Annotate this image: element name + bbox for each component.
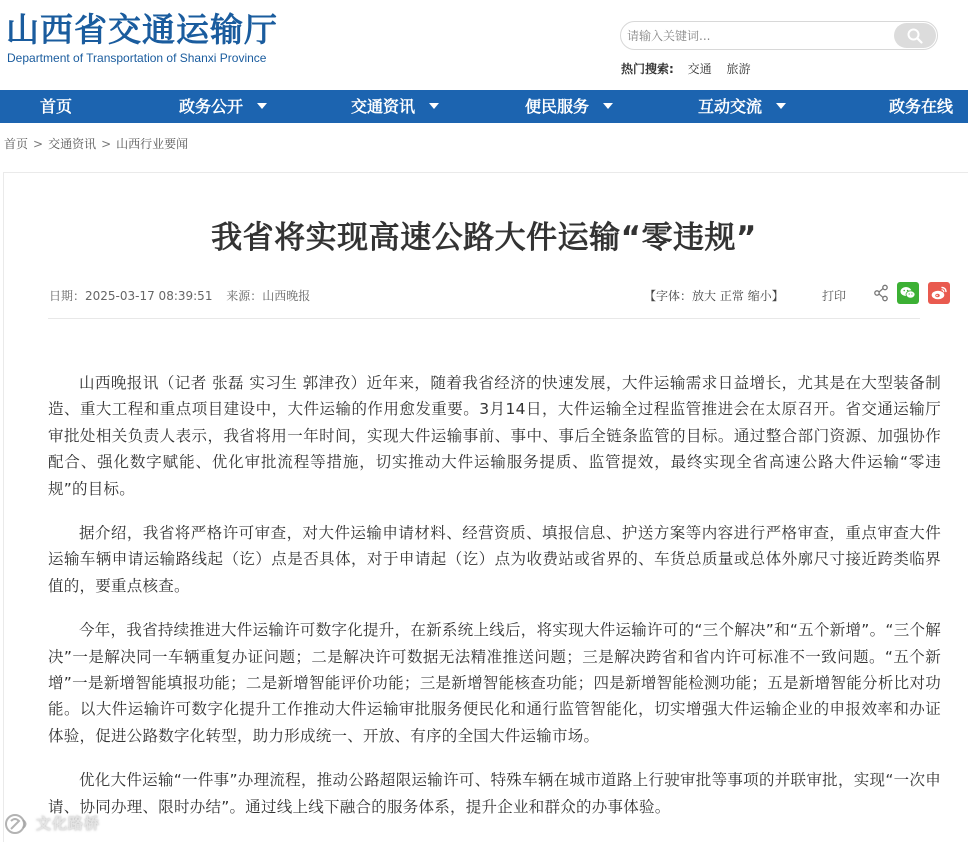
nav-item-label: 首页: [40, 97, 73, 116]
article-title: 我省将实现高速公路大件运输“零违规”: [211, 220, 757, 256]
hot-search-label: 热门搜索:: [621, 62, 674, 76]
site-logo-cn[interactable]: 山西省交通运输厅: [6, 10, 278, 49]
search-button[interactable]: [894, 23, 936, 48]
weibo-share-button[interactable]: [928, 282, 950, 304]
caret-down-icon: [603, 103, 613, 109]
nav-item-public-service[interactable]: [525, 90, 613, 123]
watermark-text: 文化路桥: [36, 814, 101, 833]
article-meta: [49, 287, 320, 304]
breadcrumb-transport-news[interactable]: 交通资讯: [48, 137, 97, 151]
search-input[interactable]: [627, 25, 887, 46]
hot-search-link[interactable]: 旅游: [726, 62, 751, 76]
caret-down-icon: [776, 103, 786, 109]
breadcrumb: [4, 135, 188, 152]
search-icon: [907, 28, 923, 44]
article-paragraph: 今年，我省持续推进大件运输许可数字化提升，在新系统上线后，将实现大件运输许可的“三个解决”和“五个新增”。“三个解决”一是解决同一车辆重复办证问题；二是解决许可数据无法精准推送问题；三是解决跨省和省内许可标准不一致问题。“五个新增”一是新增智能填报功能；二是新增智能评价功能；三是新增智能核查功能；四是新增智能检测功能；五是新增智能分析比对功能。以大件运输许可数字化提升工作推动大件运输审批服务便民化和通行监管智能化，切实增强大件运输企业的申报效率和办证体验，促进公路数字化转型，助力形成统一、开放、有序的全国大件运输市场。: [48, 621, 941, 745]
nav-item-label: 政务公开: [179, 97, 244, 116]
caret-down-icon: [429, 103, 439, 109]
breadcrumb-home[interactable]: 首页: [4, 137, 29, 151]
site-header: [0, 0, 968, 90]
nav-item-label: 政务在线: [889, 97, 954, 116]
nav-item-label: 交通资讯: [351, 97, 416, 116]
weibo-icon: [928, 282, 950, 304]
breadcrumb-shanxi-news[interactable]: 山西行业要闻: [116, 137, 189, 151]
article-paragraph: 优化大件运输“一件事”办理流程，推动公路超限运输许可、特殊车辆在城市道路上行驶审批等事项的并联审批，实现“一次申请、协同办理、限时办结”。通过线上线下融合的服务体系，提升企业和群众的办事体验。: [48, 771, 941, 816]
print-button[interactable]: 打印: [822, 289, 847, 303]
site-logo-en: Department of Transportation of Shanxi Province: [7, 51, 267, 65]
meta-divider: [48, 318, 920, 319]
font-large-button[interactable]: 放大: [692, 289, 717, 303]
share-icon[interactable]: [873, 284, 889, 302]
wechat-icon: [897, 282, 919, 304]
article-body: [48, 370, 941, 838]
article-date: 日期：2025-03-17 08:39:51: [49, 289, 213, 303]
hot-search: [621, 60, 762, 77]
hot-search-link[interactable]: 交通: [687, 62, 712, 76]
font-size-end: 】: [771, 289, 784, 303]
watermark: [4, 812, 100, 838]
article-paragraph: 据介绍，我省将严格许可审查，对大件运输申请材料、经营资质、填报信息、护送方案等内容进行严格审查，重点审查大件运输车辆申请运输路线起（讫）点是否具体，对于申请起（讫）点为收费站或省界的、车货总质量或总体外廓尺寸接近跨类临界值的，要重点核查。: [48, 524, 941, 595]
nav-item-home[interactable]: [40, 90, 72, 123]
article-paragraph: 山西晚报讯（记者 张磊 实习生 郭津孜）近年来，随着我省经济的快速发展，大件运输需求日益增长，尤其是在大型装备制造、重大工程和重点项目建设中，大件运输的作用愈发重要。3月14日，大件运输全过程监管推进会在太原召开。省交通运输厅审批处相关负责人表示，我省将用一年时间，实现大件运输事前、事中、事后全链条监管的目标。通过整合部门资源、加强协作配合、强化数字赋能、优化审批流程等措施，切实推动大件运输服务提质、监管提效，最终实现全省高速公路大件运输“零违规”的目标。: [48, 374, 941, 498]
breadcrumb-separator: >: [101, 137, 112, 151]
nav-item-label: 互动交流: [698, 97, 763, 116]
font-small-button[interactable]: 缩小: [747, 289, 772, 303]
font-size-control: [644, 287, 784, 304]
breadcrumb-separator: >: [33, 137, 44, 151]
nav-item-label: 便民服务: [525, 97, 590, 116]
caret-down-icon: [257, 103, 267, 109]
nav-item-online-services[interactable]: [889, 90, 953, 123]
main-nav: [0, 90, 968, 123]
search-box: [620, 21, 938, 50]
watermark-logo-icon: [4, 812, 34, 836]
nav-item-transport-news[interactable]: [351, 90, 439, 123]
font-normal-button[interactable]: 正常: [719, 289, 744, 303]
nav-item-interaction[interactable]: [698, 90, 786, 123]
nav-item-government-affairs[interactable]: [179, 90, 267, 123]
font-size-label: 【字体：: [644, 289, 693, 303]
article-source: 来源：山西晚报: [226, 289, 311, 303]
wechat-share-button[interactable]: [897, 282, 919, 304]
